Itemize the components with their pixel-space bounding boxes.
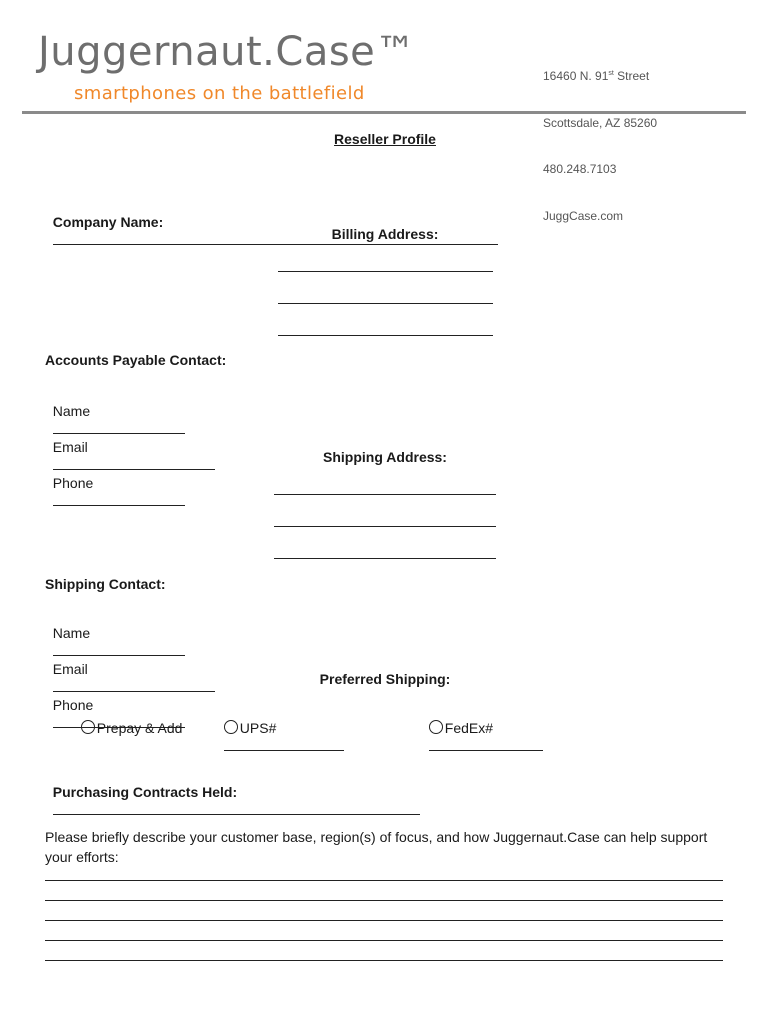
company-logo: Juggernaut.Case™ [38,29,416,75]
option-ups[interactable] [216,701,344,755]
fedex-radio[interactable] [429,720,443,734]
describe-line-5[interactable] [45,948,723,961]
option-prepay[interactable] [73,701,182,737]
sc-name-label: Name [52,625,91,641]
address-city: Scottsdale, AZ 85260 [543,115,658,130]
option-fedex[interactable] [421,701,543,755]
prepay-label: Prepay & Add [96,720,183,736]
purchasing-contracts-field[interactable] [53,802,420,815]
describe-prompt-line-2: your efforts: [45,849,119,865]
accounts-payable-row [45,384,215,510]
billing-address-line-3[interactable] [278,323,493,336]
prepay-radio[interactable] [81,720,95,734]
billing-address-label: Billing Address: [331,226,439,242]
header-divider [22,111,746,114]
ups-label: UPS# [239,720,277,736]
fedex-label: FedEx# [444,720,494,736]
purchasing-contracts-label: Purchasing Contracts Held: [52,784,238,800]
preferred-shipping-label: Preferred Shipping: [319,671,451,687]
company-website: JuggCase.com [543,208,624,223]
describe-line-3[interactable] [45,908,723,921]
sc-email-label: Email [52,661,88,677]
describe-prompt-line-1: Please briefly describe your customer base, region(s) of focus, and how Juggernaut.Case can help support [45,829,708,845]
shipping-address-line-1[interactable] [274,482,496,495]
address-street: 16460 N. 91st Street [543,69,650,83]
purchasing-contracts-row [45,765,420,819]
describe-line-1[interactable] [45,868,723,881]
ap-email-label: Email [52,439,88,455]
shipping-contact-label: Shipping Contact: [45,576,166,592]
company-phone: 480.248.7103 [543,162,617,176]
ap-phone-field[interactable] [53,493,185,506]
fedex-account-field[interactable] [429,738,543,751]
describe-line-2[interactable] [45,888,723,901]
ap-name-label: Name [52,403,91,419]
shipping-address-line-3[interactable] [274,546,496,559]
company-name-label: Company Name: [52,214,164,230]
ap-name-field[interactable] [53,421,185,434]
shipping-address-line-2[interactable] [274,514,496,527]
ap-phone-label: Phone [52,475,94,491]
billing-address-line-1[interactable] [278,259,493,272]
accounts-payable-label: Accounts Payable Contact: [45,352,227,368]
sc-phone-label: Phone [52,697,94,713]
shipping-address-label: Shipping Address: [323,449,447,465]
company-tagline: smartphones on the battlefield [74,83,365,104]
billing-address-line-2[interactable] [278,291,493,304]
ups-account-field[interactable] [224,738,344,751]
ups-radio[interactable] [224,720,238,734]
describe-line-4[interactable] [45,928,723,941]
form-title: Reseller Profile [334,131,436,147]
sc-name-field[interactable] [53,643,185,656]
